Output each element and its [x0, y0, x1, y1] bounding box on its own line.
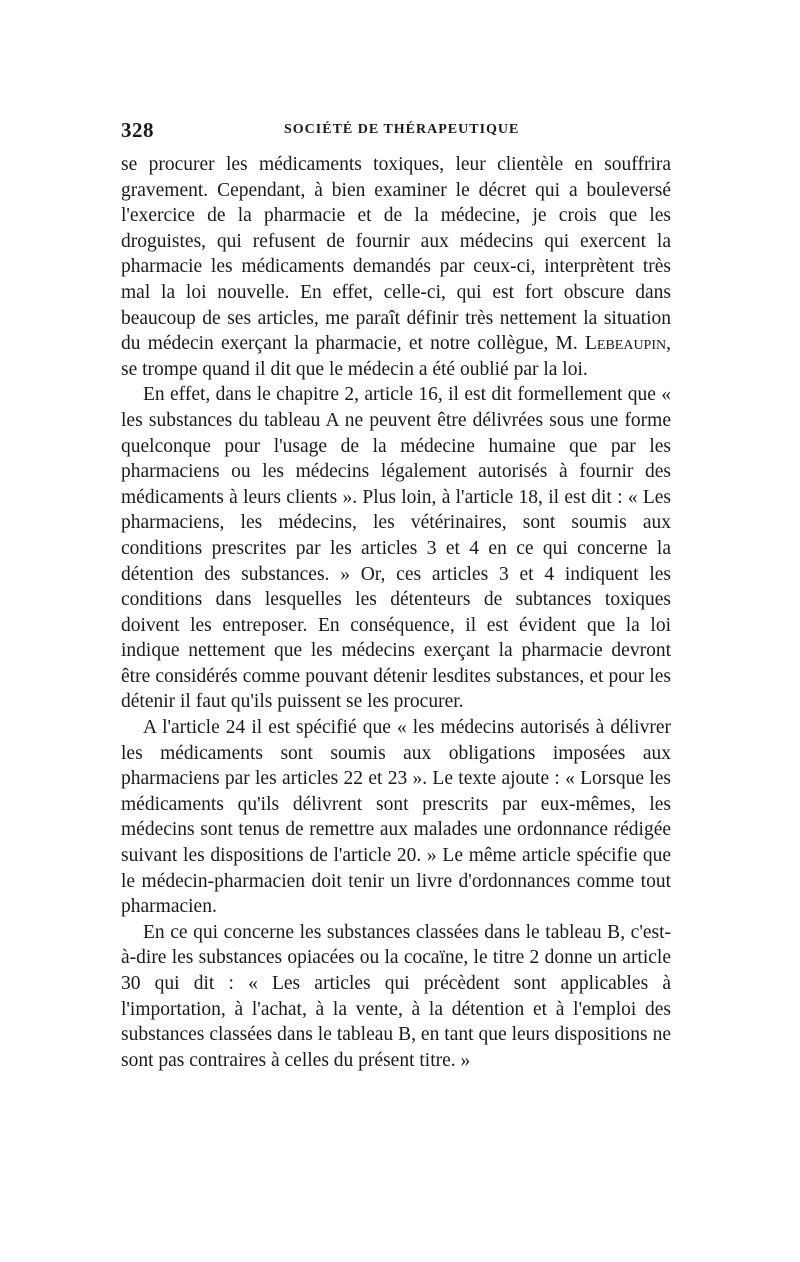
author-name: Lebeaupin	[584, 333, 667, 355]
paragraph-2: En effet, dans le chapitre 2, article 16, il est dit formellement que « les substances du tableau A ne peuvent être délivrées sous une forme quelconque pour l'usage de la médecine humaine que par les pharmaciens ou les médecins légalement autorisés à fournir des médicaments à leurs clients ». Plus loin, à l'article 18, il est dit : « Les pharmaciens, les médecins, les vétérinaires, sont soumis aux conditions prescrites par les articles 3 et 4 en ce qui concerne la détention des substances. » Or, ces articles 3 et 4 indiquent les conditions dans lesquelles les détenteurs de subtances toxiques doivent les entreposer. En conséquence, il est évident que la loi indique nettement que les médecins exerçant la pharmacie devront être considérés comme pouvant détenir lesdites substances, et pour les détenir il faut qu'ils puissent se les procurer.	[121, 384, 671, 713]
paragraph-1-text-end: , se trompe quand il dit que le médecin a été oublié par la loi.	[121, 333, 671, 380]
page-number: 328	[121, 118, 154, 142]
paragraph-3: A l'article 24 il est spécifié que « les médecins autorisés à délivrer les médicaments sont soumis aux obligations imposées aux pharmaciens par les articles 22 et 23 ». Le texte ajoute : « Lorsque les médicaments qu'ils délivrent sont prescrits par eux-mêmes, les médecins sont tenus de remettre aux malades une ordonnance rédigée suivant les dispositions de l'article 20. » Le même article spécifie que le médecin-pharmacien doit tenir un livre d'ordonnances comme tout pharmacien.	[121, 717, 671, 918]
paragraph-1	[121, 152, 671, 382]
running-head	[121, 118, 671, 142]
journal-title: SOCIÉTÉ DE THÉRAPEUTIQUE	[284, 122, 520, 137]
paragraph-1-text: se procurer les médicaments toxiques, leur clientèle en souffrira gravement. Cependant, à bien examiner le décret qui a bouleversé l'exercice de la pharmacie et de la médecine, je crois que les droguistes, qui refusent de fournir aux médecins qui exercent la pharmacie les médicaments demandés par ceux-ci, interprètent très mal la loi nouvelle. En effet, celle-ci, qui est fort obscure dans beaucoup de ses articles, me paraît définir très nettement la situation du médecin exerçant la pharmacie, et notre collègue, M.	[121, 154, 671, 355]
paragraph-4: En ce qui concerne les substances classées dans le tableau B, c'est-à-dire les substances opiacées ou la cocaïne, le titre 2 donne un article 30 qui dit : « Les articles qui précèdent sont applicables à l'importation, à l'achat, à la vente, à la détention et à l'emploi des substances classées dans le tableau B, en tant que leurs dispositions ne sont pas contraires à celles du présent titre. »	[121, 921, 671, 1071]
body-text	[121, 152, 671, 1073]
